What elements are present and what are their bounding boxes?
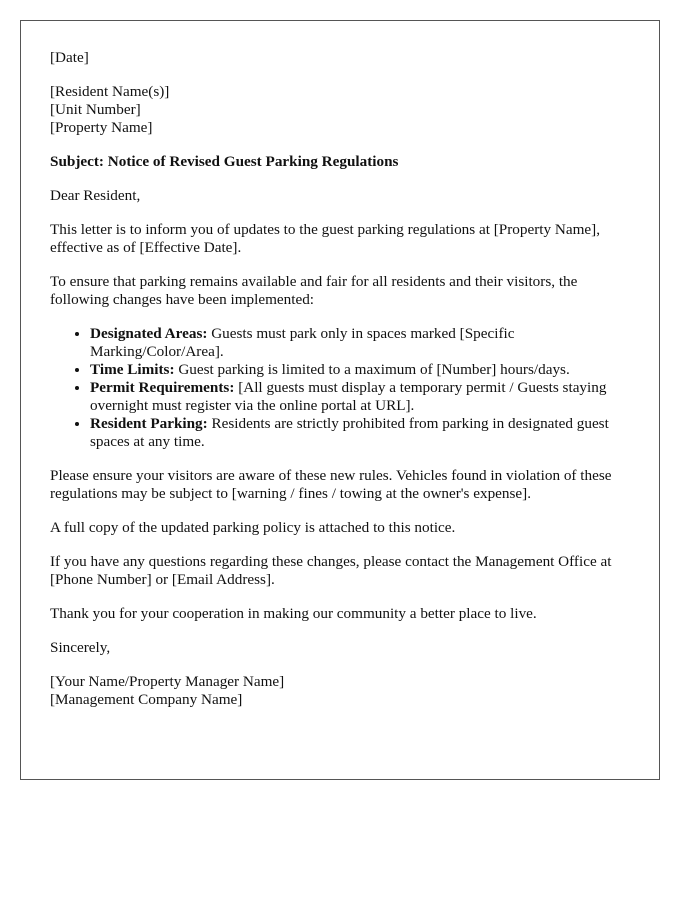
change-text: Guests must park only in spaces marked [Specific Marking/Color/Area]. [90, 325, 515, 360]
list-item [90, 361, 640, 379]
change-term: Resident Parking: [90, 415, 208, 432]
change-term: Permit Requirements: [90, 379, 235, 396]
thanks-paragraph: Thank you for your cooperation in making our community a better place to live. [50, 605, 537, 622]
signature-name: [Your Name/Property Manager Name] [50, 673, 285, 690]
list-item [90, 415, 640, 451]
recipient-property: [Property Name] [50, 119, 153, 136]
letter-page [20, 20, 660, 780]
list-item [90, 325, 640, 361]
lead-in-paragraph: To ensure that parking remains available and fair for all residents and their visitors, the following changes have been implemented: [50, 273, 578, 308]
salutation: Dear Resident, [50, 187, 141, 204]
enforcement-paragraph: Please ensure your visitors are aware of these new rules. Vehicles found in violation of these regulations may be subject to [warning / fines / towing at the owner's expense]. [50, 467, 612, 502]
recipient-unit: [Unit Number] [50, 101, 141, 118]
changes-list [50, 325, 640, 451]
change-text: Guest parking is limited to a maximum of [Number] hours/days. [174, 361, 570, 378]
intro-paragraph: This letter is to inform you of updates to the guest parking regulations at [Property Name], effective as of [Effective Date]. [50, 221, 600, 256]
signature-block [50, 673, 640, 709]
change-term: Designated Areas: [90, 325, 208, 342]
list-item [90, 379, 640, 415]
contact-paragraph: If you have any questions regarding these changes, please contact the Management Office at [Phone Number] or [Email Address]. [50, 553, 612, 588]
change-text: Residents are strictly prohibited from parking in designated guest spaces at any time. [90, 415, 609, 450]
signature-company: [Management Company Name] [50, 691, 243, 708]
letter-date: [Date] [50, 49, 89, 66]
closing: Sincerely, [50, 639, 111, 656]
letter-subject: Subject: Notice of Revised Guest Parking Regulations [50, 153, 399, 170]
letter-body [50, 49, 640, 725]
change-text: [All guests must display a temporary permit / Guests staying overnight must register via the online portal at URL]. [90, 379, 607, 414]
attachment-note: A full copy of the updated parking policy is attached to this notice. [50, 519, 456, 536]
recipient-name: [Resident Name(s)] [50, 83, 170, 100]
change-term: Time Limits: [90, 361, 175, 378]
recipient-block [50, 83, 640, 137]
